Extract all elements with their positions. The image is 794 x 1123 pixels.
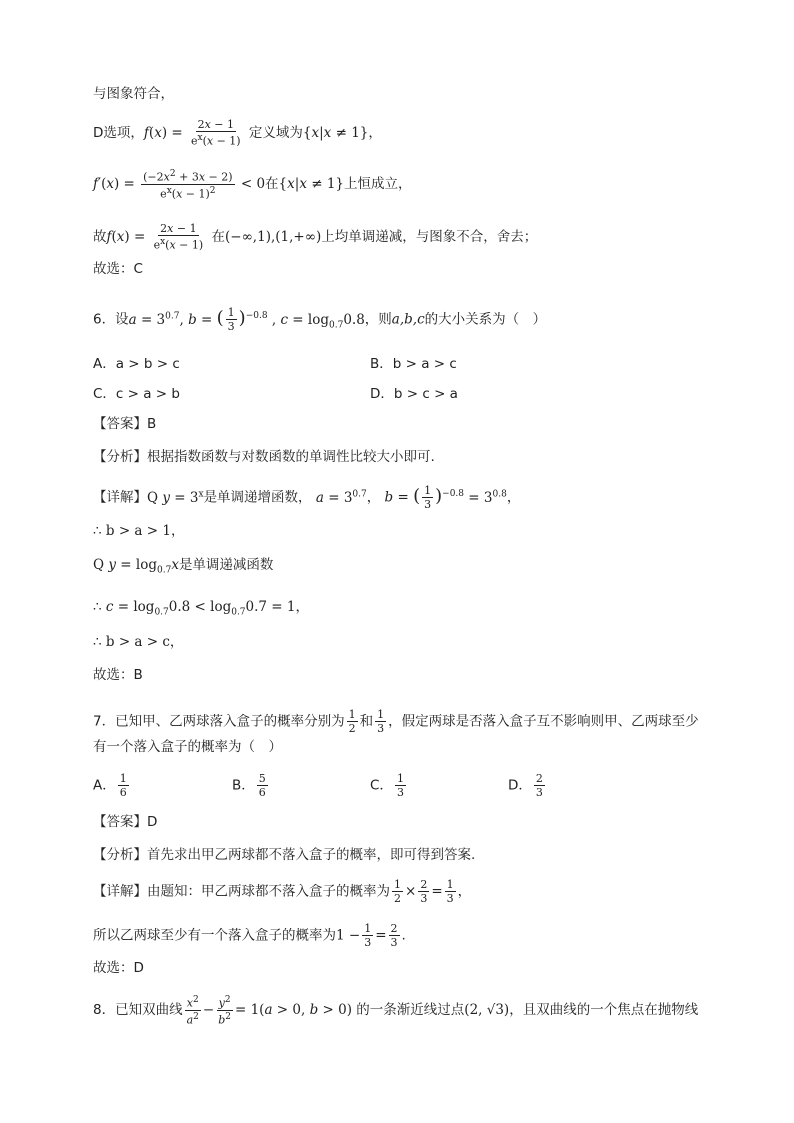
option-d: D． $\frac{2}{3}$ [508, 772, 543, 799]
text-line: f′(x) = $\frac{(-2x^2 + 3x - 2)}{e^x(x - 1)^2}$ < 0在{x|x ≠ 1}上恒成立， [93, 169, 412, 201]
option-c: C． $\frac{1}{3}$ [370, 772, 404, 799]
option-d: D．b > c > a [370, 386, 458, 402]
option-a: A．a > b > c [93, 356, 180, 372]
detail-6: 【详解】Q $y = 3^x$是单调递增函数， $a = 3^{0.7}$， b = ( $\frac{1}{3}$ )$^{-0.8} = 3^{0.8}$， [93, 484, 521, 511]
text-line: 故选：B [93, 667, 143, 683]
option-b: B． $\frac{5}{6}$ [232, 772, 266, 799]
option-b: B．b > a > c [370, 356, 457, 372]
detail-line: ∴ $c = \log_{0.7}0.8 < \log_{0.7}0.7 = 1$， [93, 599, 309, 618]
answer-7: 【答案】D [93, 814, 158, 830]
analysis-7: 【分析】首先求出甲乙两球都不落入盒子的概率，即可得到答案. [93, 847, 476, 863]
detail-line: Q $y = \log_{0.7}x$是单调递减函数 [93, 557, 274, 576]
detail-line: 所以乙两球至少有一个落入盒子的概率为1 − $\frac{1}{3}$ = $\frac{2}{3}$ . [93, 922, 406, 949]
detail-line: ∴ b > a > 1， [93, 523, 185, 539]
detail-line: ∴ b > a > c， [93, 634, 184, 650]
answer-6: 【答案】B [93, 416, 157, 432]
text-line: 故选：C [93, 261, 143, 277]
question-8: 8．已知双曲线 $\frac{x^2}{a^2}$ − $\frac{y^2}{b^2}$ = 1(a > 0, b > 0) 的一条渐近线过点(2, √3)，且双曲线的一个焦点在抛物线 [93, 995, 699, 1027]
text-line: 故选：D [93, 960, 144, 976]
option-a: A． $\frac{1}{6}$ [93, 772, 127, 799]
text-line: D选项，f(x) = $\frac{2x - 1}{e^x(x - 1)}$ 定义域为{x|x ≠ 1}， [93, 118, 382, 148]
option-c: C．c > a > b [93, 386, 180, 402]
question-7-cont: 有一个落入盒子的概率为（ ） [93, 739, 282, 755]
text-line: 与图象符合， [93, 86, 174, 102]
question-6: 6．设$a = 3^{0.7}$, b = ( $\frac{1}{3}$ )$^{-0.8}$ , $c = \log_{0.7}0.8$，则a,b,c的大小关系为（ ） [93, 306, 547, 333]
analysis-6: 【分析】根据指数函数与对数函数的单调性比较大小即可. [93, 449, 435, 465]
detail-7: 【详解】由题知：甲乙两球都不落入盒子的概率为 $\frac{1}{2}$ × $\frac{2}{3}$ = $\frac{1}{3}$ ， [93, 878, 472, 905]
question-7: 7．已知甲、乙两球落入盒子的概率分别为 $\frac{1}{2}$ 和 $\frac{1}{3}$ ，假定两球是否落入盒子互不影响则甲、乙两球至少 [93, 708, 699, 735]
text-line: 故f(x) = $\frac{2x - 1}{e^x(x - 1)}$ 在(−∞,1),(1,+∞)上均单调递减，与图象不合，舍去； [93, 222, 538, 252]
